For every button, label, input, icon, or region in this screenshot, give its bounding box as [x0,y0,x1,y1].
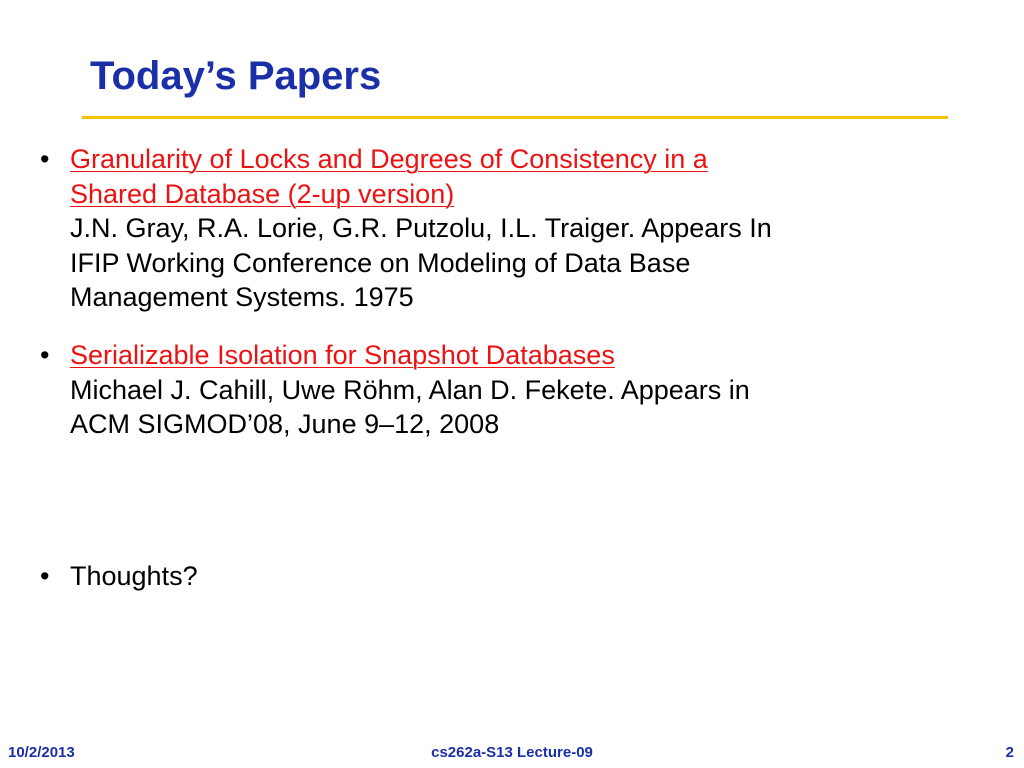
paper-2-citation-line-2: ACM SIGMOD’08, June 9–12, 2008 [70,409,500,439]
slide-title: Today’s Papers [90,54,382,98]
paper-1-citation-line-2: IFIP Working Conference on Modeling of Data Base [70,247,691,278]
paper-1-citation-line-1: J.N. Gray, R.A. Lorie, G.R. Putzolu, I.L. Traiger. Appears In [70,213,772,243]
bullet-icon: • [40,340,50,370]
thoughts-text [70,559,975,594]
footer-page-number: 2 [1005,744,1014,761]
paper-1-link-line-2: Shared Database (2-up version) [70,178,455,209]
thoughts-line: Thoughts? [70,561,198,591]
paper-2-citation-line-1: Michael J. Cahill, Uwe Röhm, Alan D. Fekete. Appears in [70,374,750,405]
bullet-icon: • [40,561,50,591]
paper-2-body [70,338,975,442]
paper-1-body [70,142,975,315]
title-divider [82,116,948,119]
paper-2-link-line-1: Serializable Isolation for Snapshot Databases [70,340,615,370]
footer-course-lecture: cs262a-S13 Lecture-09 [431,744,593,761]
paper-2-link[interactable] [70,338,975,373]
footer-date: 10/2/2013 [8,744,75,761]
paper-1-citation-line-3: Management Systems. 1975 [70,282,414,312]
paper-1-link[interactable] [70,142,975,211]
bullet-icon: • [40,144,50,174]
paper-1-link-line-1: Granularity of Locks and Degrees of Consistency in a [70,144,708,174]
